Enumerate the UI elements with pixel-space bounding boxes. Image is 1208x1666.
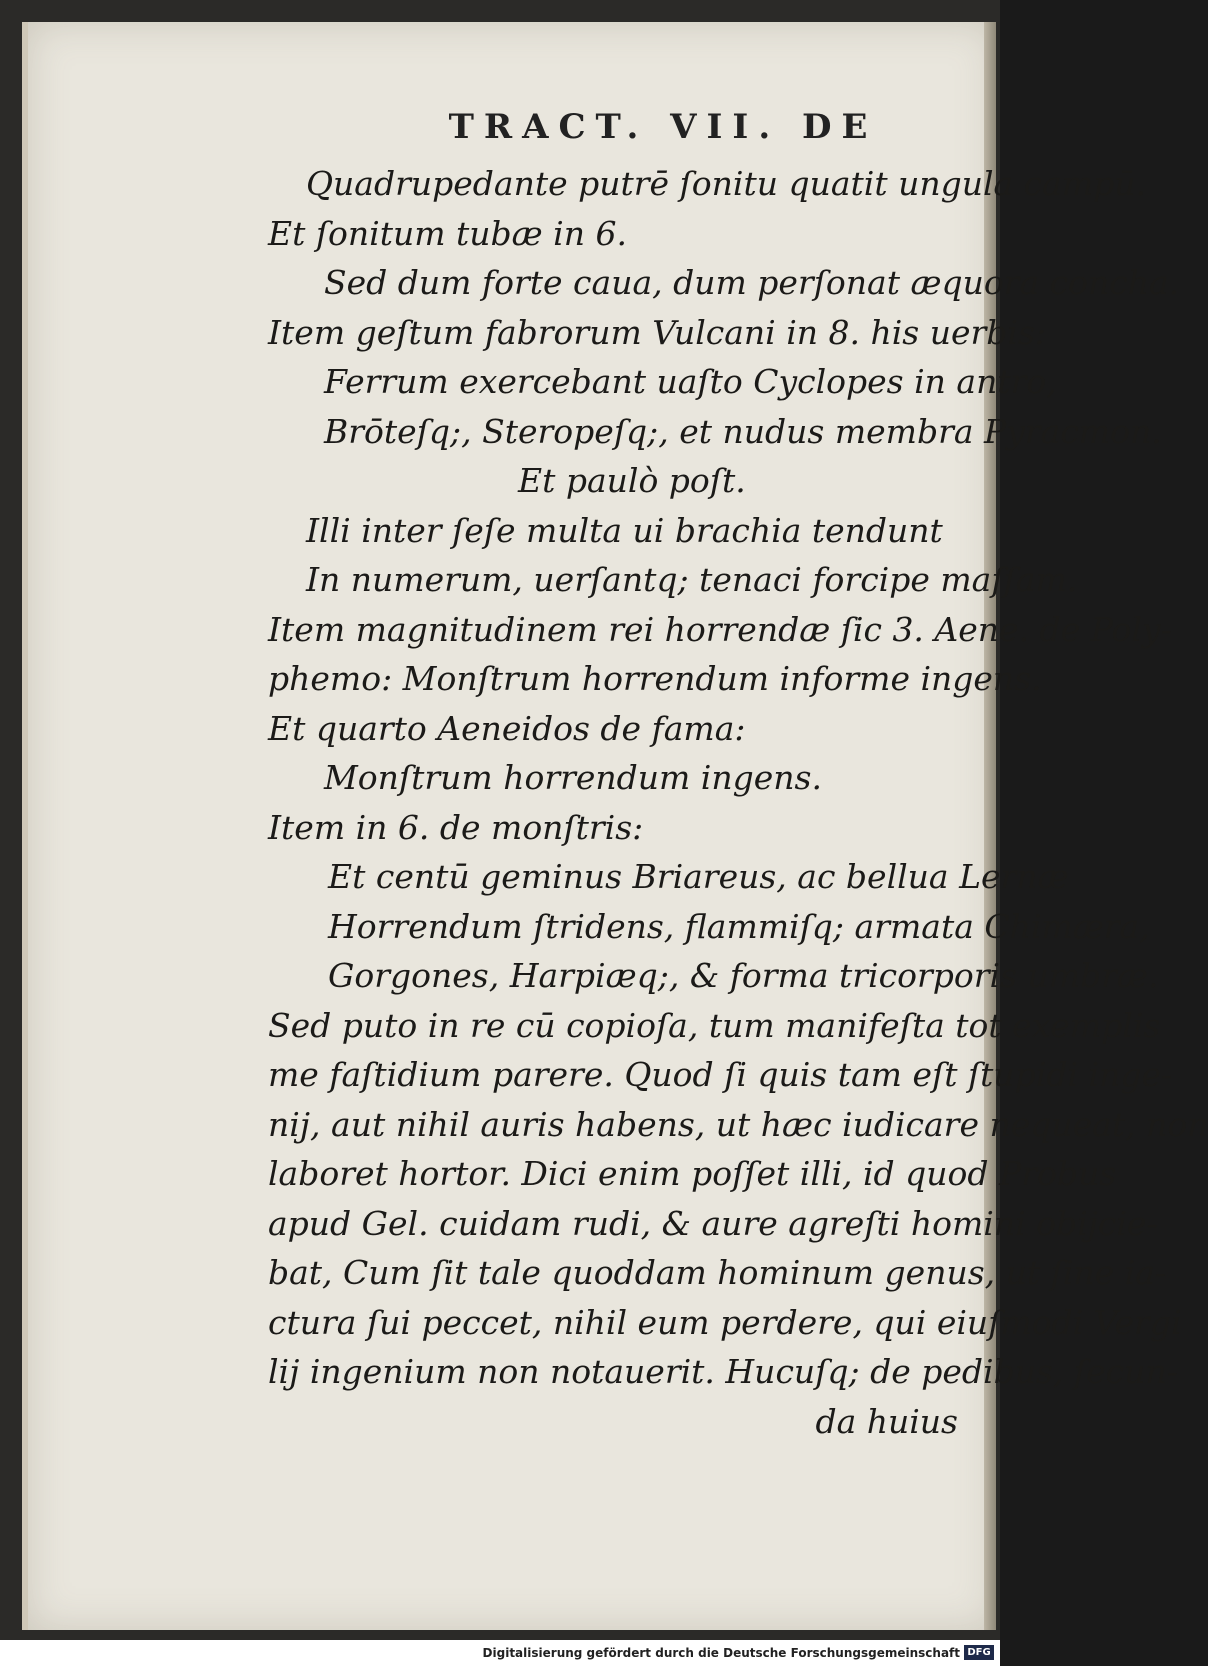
- dfg-logo: DFG: [964, 1645, 994, 1660]
- text-line: Horrendum ſtridens, flammiſq; armata Chimæra,: [328, 906, 1150, 946]
- text-line: Et ſonitum tubæ in 6.: [268, 213, 627, 253]
- book-page: [22, 22, 1208, 1630]
- text-line: Ferrum exercebant uaſto Cyclopes in antro,: [324, 362, 1057, 401]
- text-line: Sed puto in re cū copioſa, tum manifeſta tot exemplis: [268, 1005, 1161, 1045]
- running-head: TRACT. VII. DE: [448, 107, 878, 147]
- text-line: Quadrupedante putrē ſonitu quatit ungula campū.: [306, 164, 1146, 203]
- text-line: laboret hortor. Dici enim poſſet illi, id quod Probus: [268, 1154, 1117, 1193]
- footer-bar: [0, 1640, 1000, 1666]
- text-line: In numerum, uerſantq; tenaci forcipe maſſam.: [306, 560, 1078, 599]
- text-line: Brōteſq;, Steropeſq;, et nudus membra Pyracmon.: [324, 411, 1162, 451]
- text-line: phemo: Monſtrum horrendum informe ingens.: [268, 659, 1042, 698]
- funding-credit: Digitalisierung gefördert durch die Deutsche Forschungsgemeinschaft: [482, 1646, 960, 1660]
- text-line: Illi inter ſeſe multa ui brachia tendunt: [306, 510, 943, 550]
- text-line: lij ingenium non notauerit. Hucuſq; de pedibus, ſecun-: [268, 1352, 1178, 1391]
- text-line: me faſtidium parere. Quod ſi quis tam eſt ſtupidi inge-: [268, 1055, 1173, 1094]
- text-line: Item geſtum fabrorum Vulcani in 8. his uerbis:: [268, 312, 1047, 352]
- text-line: Et paulò poſt.: [518, 461, 746, 500]
- text-line: Item in 6. de monſtris:: [268, 807, 644, 847]
- text-line: bat, Cum ſit tale quoddam hominum genus, ut ſine ia-: [268, 1253, 1167, 1292]
- text-line: Sed dum forte caua, dum perſonat æquora concha.: [324, 263, 1180, 302]
- text-line: Gorgones, Harpiæq;, & forma tricorporis umbræ.: [328, 956, 1159, 995]
- text-line: apud Gel. cuidam rudi, & aure agreſti homini obijcie-: [268, 1203, 1158, 1243]
- text-line: Item magnitudinem rei horrendæ ſic 3. Aene. de Poly-: [268, 609, 1172, 649]
- text-line: nij, aut nihil auris habens, ut hæc iudicare nequeat, non: [268, 1104, 1208, 1144]
- text-block: [268, 107, 1208, 1446]
- text-line: Et quarto Aeneidos de fama:: [268, 708, 746, 748]
- text-line: Et centū geminus Briareus, ac bellua Lernæ: [328, 857, 1069, 896]
- text-line: Monſtrum horrendum ingens.: [324, 758, 822, 797]
- text-line: ctura ſui peccet, nihil eum perdere, qui eiuſmodi Vergi: [268, 1302, 1182, 1342]
- catchword: da huius: [815, 1401, 958, 1441]
